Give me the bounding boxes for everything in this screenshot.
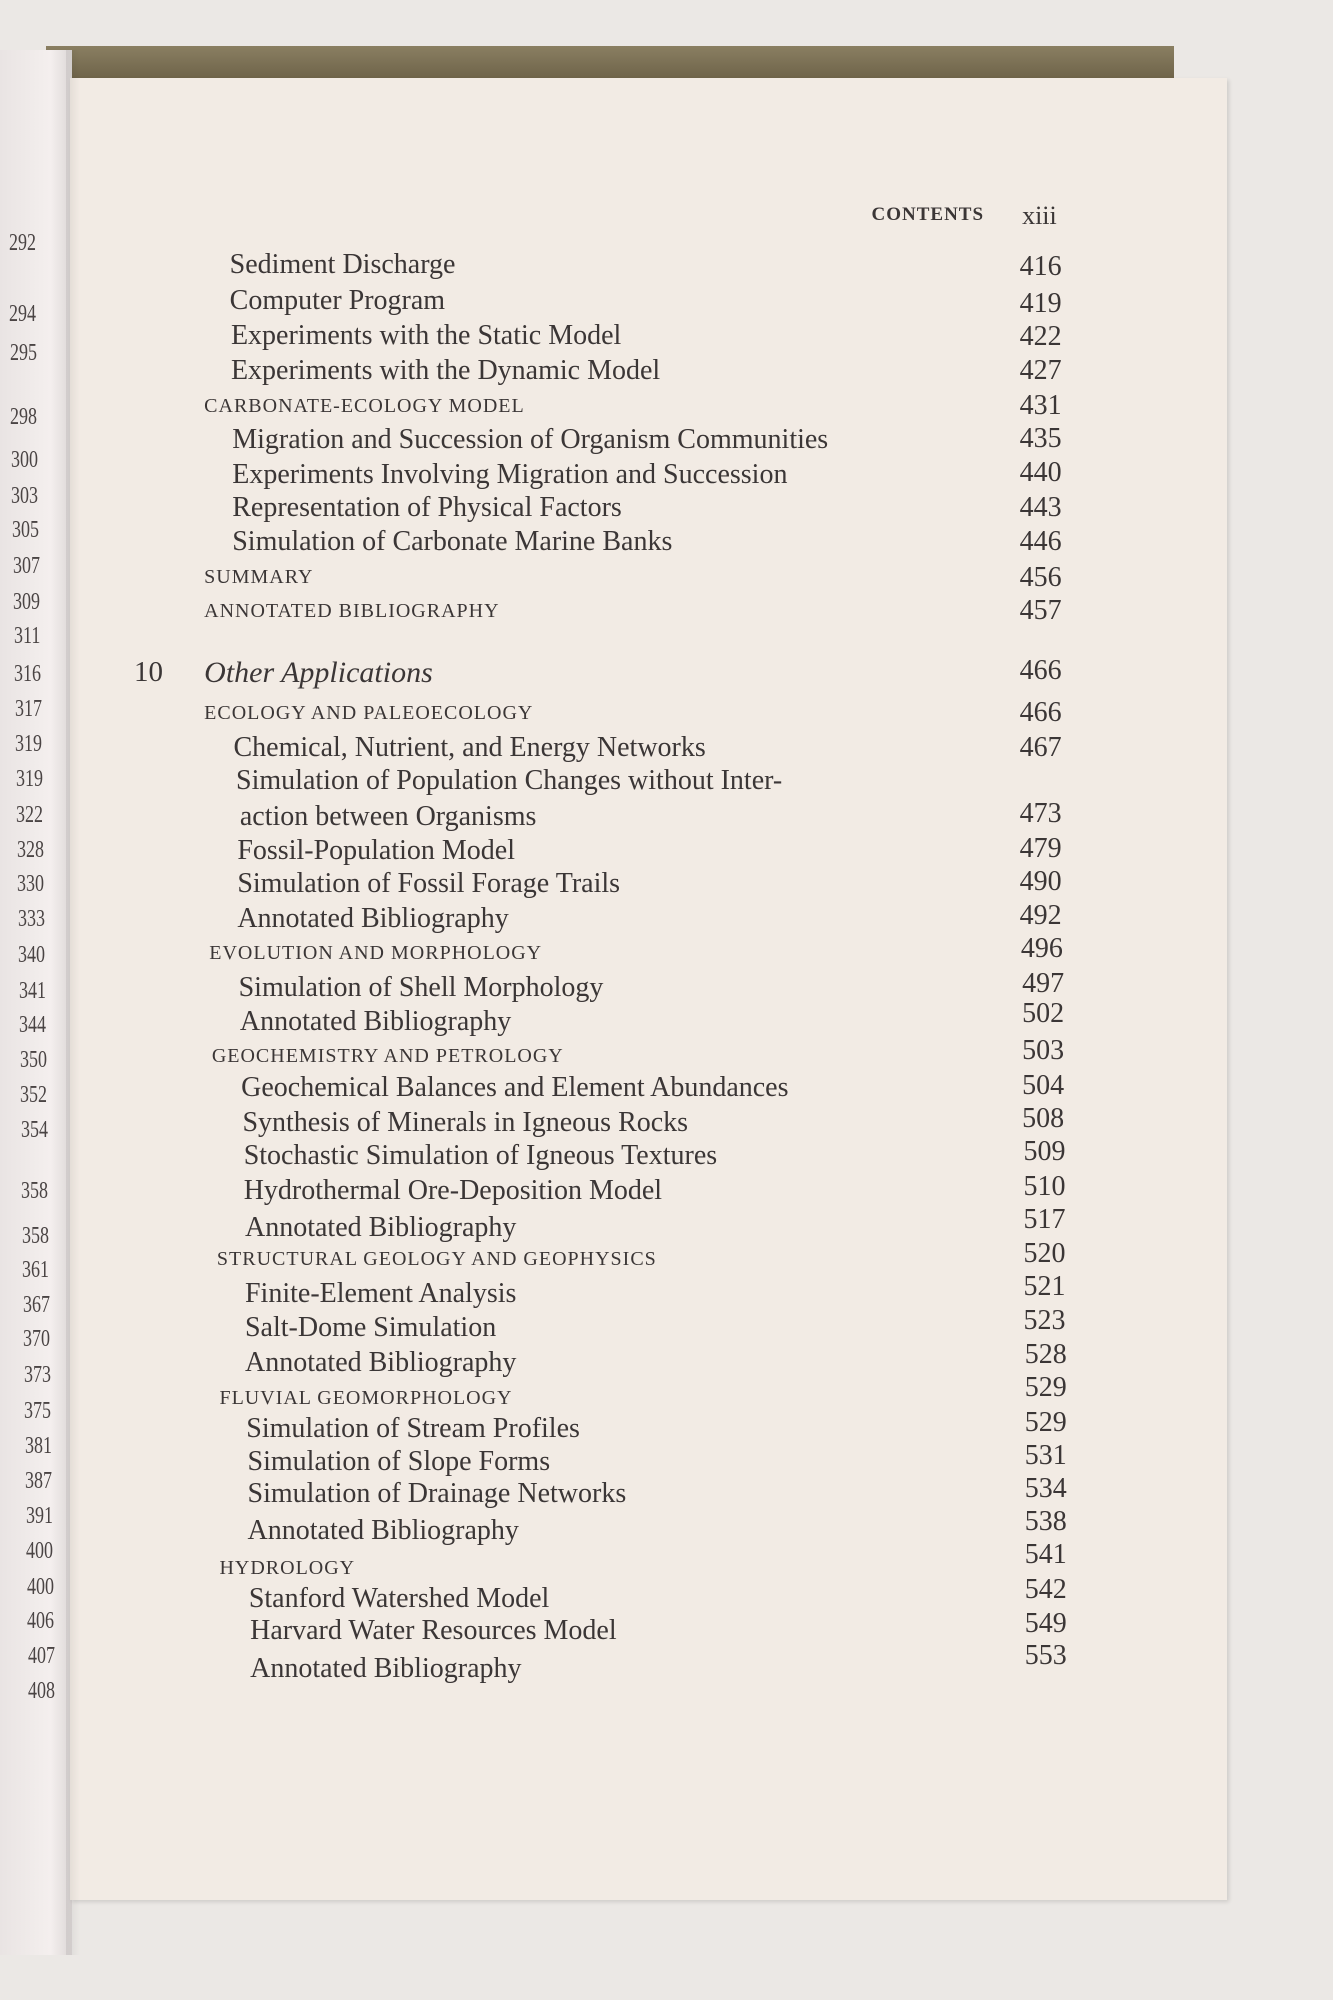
facing-page-number: 352 [20, 1082, 48, 1109]
contents-entry: Sediment Discharge [229, 249, 456, 281]
entry-page-number: 466 [1019, 697, 1062, 729]
entry-page-number: 520 [1023, 1238, 1066, 1270]
contents-entry: Simulation of Drainage Networks [247, 1478, 627, 1510]
facing-page-number: 319 [15, 765, 43, 792]
contents-entry: Annotated Bibliography [239, 1006, 512, 1038]
entry-page-number: 504 [1022, 1069, 1065, 1101]
contents-entry: action between Organisms [239, 800, 537, 832]
contents-entry: Annotated Bibliography [244, 1211, 517, 1243]
facing-page-number: 400 [26, 1573, 54, 1600]
entry-page-number: 534 [1024, 1473, 1067, 1505]
facing-page-number: 387 [25, 1467, 53, 1494]
facing-page-number: 305 [11, 517, 39, 544]
contents-entry: Salt-Dome Simulation [244, 1312, 497, 1344]
contents-entry: Migration and Succession of Organism Communities [232, 424, 829, 456]
facing-page-number: 307 [12, 552, 40, 579]
contents-entry: Simulation of Population Changes without Inter- [236, 764, 783, 796]
contents-entry: Experiments Involving Migration and Succession [232, 458, 788, 490]
entry-page-number: 528 [1024, 1339, 1067, 1371]
facing-page-number: 400 [26, 1537, 54, 1564]
facing-page-number: 367 [22, 1291, 50, 1318]
entry-page-number: 508 [1022, 1103, 1065, 1135]
section-heading: HYDROLOGY [219, 1557, 356, 1580]
contents-entry: Simulation of Fossil Forage Trails [237, 868, 621, 900]
facing-page-number: 328 [16, 837, 44, 864]
contents-entry: Experiments with the Static Model [230, 319, 622, 351]
entry-page-number: 435 [1019, 422, 1062, 454]
entry-page-number: 467 [1019, 731, 1062, 763]
chapter-title: Other Applications [204, 656, 433, 690]
entry-page-number: 510 [1023, 1170, 1066, 1202]
facing-page-number: 317 [14, 695, 42, 722]
entry-page-number: 538 [1024, 1506, 1067, 1538]
facing-page-number: 298 [10, 403, 38, 430]
entry-page-number: 541 [1024, 1539, 1067, 1571]
facing-page-number: 358 [21, 1178, 49, 1205]
contents-entry: Stochastic Simulation of Igneous Textures [243, 1140, 718, 1172]
contents-entry: Geochemical Balances and Element Abundances [241, 1072, 789, 1104]
entry-page-number: 443 [1019, 491, 1062, 523]
contents-entry: Finite-Element Analysis [244, 1277, 517, 1309]
facing-page-number: 350 [19, 1046, 47, 1073]
contents-entry: Computer Program [229, 285, 446, 317]
facing-page-number: 358 [21, 1222, 49, 1249]
facing-page-number: 354 [20, 1116, 48, 1143]
facing-page-number: 294 [9, 301, 37, 328]
facing-page-number: 406 [27, 1608, 55, 1635]
entry-page-number: 416 [1019, 250, 1062, 282]
running-header: CONTENTS [871, 204, 985, 226]
entry-page-number: 496 [1020, 933, 1063, 965]
entry-page-number: 457 [1019, 595, 1062, 627]
entry-page-number: 529 [1024, 1406, 1067, 1438]
contents-entry: Simulation of Shell Morphology [238, 971, 604, 1003]
entry-page-number: 419 [1019, 287, 1062, 319]
facing-page-number: 361 [22, 1257, 50, 1284]
section-heading: GEOCHEMISTRY AND PETROLOGY [211, 1045, 564, 1068]
entry-page-number: 490 [1019, 865, 1062, 897]
contents-entry: Synthesis of Minerals in Igneous Rocks [242, 1106, 689, 1138]
spine-shadow [66, 50, 80, 1955]
contents-entry: Stanford Watershed Model [248, 1582, 550, 1614]
entry-page-number: 456 [1019, 562, 1062, 594]
entry-page-number: 497 [1022, 967, 1065, 999]
facing-page-number: 373 [23, 1361, 51, 1388]
contents-entry: Hydrothermal Ore-Deposition Model [243, 1174, 663, 1206]
facing-page-number: 381 [24, 1433, 52, 1460]
facing-page-number: 309 [13, 588, 40, 615]
facing-page-number: 391 [25, 1503, 53, 1530]
section-heading: ANNOTATED BIBLIOGRAPHY [204, 600, 500, 623]
contents-entry: Simulation of Carbonate Marine Banks [232, 526, 673, 558]
entry-page-number: 446 [1019, 526, 1062, 558]
facing-page-number: 311 [13, 623, 40, 649]
chapter-number: 10 [133, 656, 163, 689]
facing-page-number: 370 [23, 1326, 51, 1353]
contents-entry: Annotated Bibliography [250, 1653, 522, 1684]
page-number: xiii [1022, 200, 1057, 230]
facing-page-number: 333 [17, 906, 45, 933]
entry-page-number: 492 [1019, 900, 1062, 932]
contents-entry: Simulation of Slope Forms [247, 1446, 551, 1478]
chapter-page: 466 [1019, 655, 1062, 687]
entry-page-number: 502 [1022, 998, 1065, 1030]
contents-entry: Harvard Water Resources Model [250, 1614, 617, 1646]
facing-page-number: 344 [19, 1012, 47, 1039]
facing-page-number: 341 [18, 977, 46, 1004]
entry-page-number: 509 [1023, 1136, 1066, 1168]
contents-entry: Simulation of Stream Profiles [246, 1413, 580, 1445]
entry-page-number: 549 [1024, 1608, 1067, 1640]
entry-page-number: 440 [1019, 457, 1062, 489]
entry-page-number: 479 [1019, 832, 1062, 864]
entry-page-number: 473 [1019, 798, 1062, 830]
section-heading: SUMMARY [204, 565, 314, 588]
section-heading: FLUVIAL GEOMORPHOLOGY [219, 1387, 513, 1410]
entry-page-number: 431 [1019, 389, 1062, 421]
section-heading: ECOLOGY AND PALEOECOLOGY [204, 702, 534, 725]
entry-page-number: 529 [1024, 1372, 1067, 1404]
entry-page-number: 427 [1019, 355, 1062, 387]
facing-page-number: 303 [11, 482, 39, 509]
facing-page-number: 316 [14, 661, 42, 688]
facing-page-number: 319 [15, 731, 43, 758]
contents-entry: Annotated Bibliography [244, 1346, 517, 1378]
facing-page-number: 408 [28, 1678, 56, 1705]
entry-page-number: 542 [1024, 1573, 1067, 1605]
contents-entry: Representation of Physical Factors [232, 491, 622, 523]
contents-entry: Fossil-Population Model [237, 835, 516, 867]
facing-page-number: 375 [24, 1397, 52, 1424]
contents-entry: Experiments with the Dynamic Model [230, 355, 661, 387]
facing-page-number: 295 [9, 339, 37, 366]
contents-entry: Annotated Bibliography [247, 1515, 519, 1547]
facing-page-number: 330 [17, 870, 45, 897]
entry-page-number: 521 [1023, 1271, 1066, 1303]
entry-page-number: 503 [1022, 1035, 1065, 1067]
section-heading: EVOLUTION AND MORPHOLOGY [209, 942, 543, 964]
contents-entry: Annotated Bibliography [237, 902, 509, 934]
entry-page-number: 531 [1024, 1439, 1067, 1471]
contents-entry: Chemical, Nutrient, and Energy Networks [233, 731, 706, 763]
facing-page-number: 407 [27, 1642, 55, 1669]
book-cover-edge [46, 46, 1174, 80]
section-heading: STRUCTURAL GEOLOGY AND GEOPHYSICS [216, 1248, 657, 1271]
entry-page-number: 553 [1024, 1640, 1067, 1672]
facing-page-number: 300 [10, 446, 38, 473]
facing-page-number: 340 [18, 942, 46, 968]
entry-page-number: 422 [1019, 320, 1062, 352]
facing-page-number: 292 [8, 229, 36, 256]
entry-page-number: 517 [1023, 1203, 1066, 1235]
entry-page-number: 523 [1023, 1304, 1066, 1336]
section-heading: CARBONATE-ECOLOGY MODEL [204, 394, 525, 417]
facing-page-number: 322 [16, 801, 44, 828]
